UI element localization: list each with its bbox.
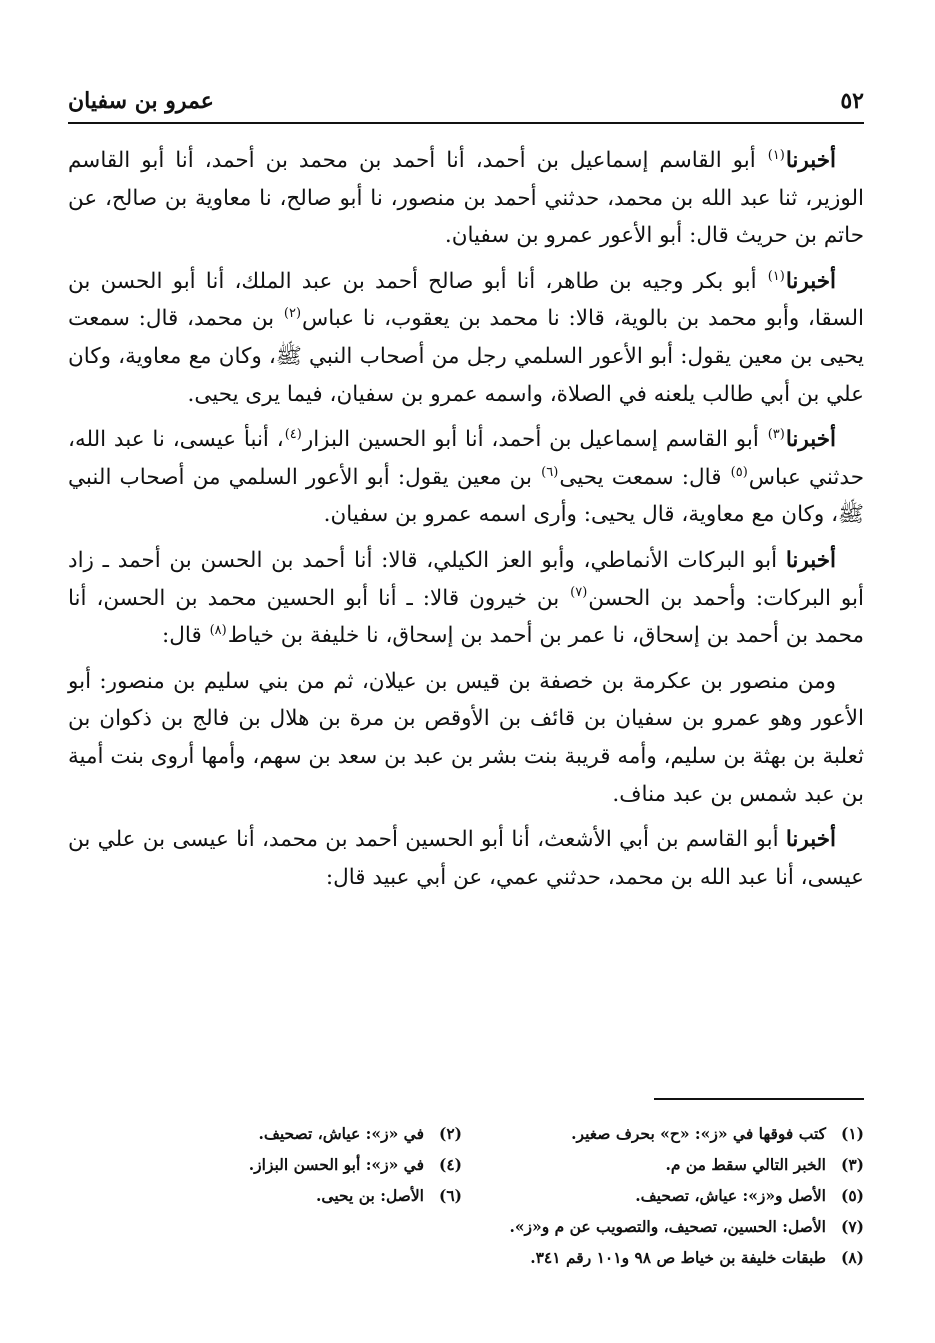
footnote-mark: (٥) — [840, 1186, 864, 1205]
paragraph-3 — [68, 421, 864, 534]
paragraph-text: قال: سمعت يحيى — [559, 464, 730, 490]
footnote-row — [60, 1149, 864, 1180]
footnote-mark: (٣) — [840, 1155, 864, 1174]
paragraph-6 — [68, 821, 864, 896]
akhbarana-keyword: أخبرنا — [785, 547, 836, 573]
footnote-row — [60, 1242, 864, 1273]
footnote-mark: (٢) — [438, 1124, 462, 1143]
footnote-mark: (٧) — [840, 1217, 864, 1236]
footnote-ref: (٢) — [283, 306, 302, 322]
paragraph-text: قال: — [162, 623, 209, 649]
footnote-4 — [60, 1149, 462, 1180]
footnote-ref: (١) — [767, 147, 785, 163]
page-number: ٥٢ — [840, 88, 864, 114]
page-header — [68, 86, 864, 124]
paragraph-text: أبو القاسم إسماعيل بن أحمد، أنا أبو الحسين البزار — [302, 427, 767, 453]
paragraph-1 — [68, 142, 864, 255]
footnote-mark: (١) — [840, 1124, 864, 1143]
akhbarana-keyword: أخبرنا — [785, 268, 836, 294]
footnote-text: في «ز»: أبو الحسن البزاز. — [248, 1155, 424, 1174]
akhbarana-keyword: أخبرنا — [785, 827, 836, 853]
footnote-3 — [462, 1149, 864, 1180]
footnote-text: في «ز»: عياش، تصحيف. — [258, 1124, 424, 1143]
paragraph-text: ومن منصور بن عكرمة بن خصفة بن قيس بن عيلان، ثم من بني سليم بن منصور: أبو الأعور وهو عمرو بن سفيان بن قائف بن الأوقص بن مرة بن هلال بن فالج بن ذكوان بن ثعلبة بن بهثة بن سليم، وأمه قريبة بنت بشر بن عبد بن سعد بن سهم، وأمها أروى بنت أمية بن عبد شمس بن عبد مناف. — [68, 668, 864, 807]
footnote-row — [60, 1118, 864, 1149]
paragraph-text: أبو بكر وجيه بن طاهر، أنا أبو صالح أحمد بن عبد الملك، أنا أبو الحسن بن السقا، وأبو محمد بن بالوية، قالا: نا محمد بن يعقوب، نا عباس — [68, 268, 865, 332]
akhbarana-keyword: أخبرنا — [785, 148, 836, 173]
akhbarana-keyword: أخبرنا — [785, 427, 836, 453]
footnote-ref: (٦) — [541, 464, 559, 480]
footnote-text: الخبر التالي سقط من م. — [665, 1155, 826, 1174]
footnote-text: الأصل: الحسين، تصحيف، والتصويب عن م و«ز». — [509, 1217, 826, 1236]
main-text — [68, 142, 864, 904]
footnote-ref: (٨) — [209, 622, 227, 638]
running-title: عمرو بن سفيان — [68, 88, 214, 114]
footnote-mark: (٦) — [438, 1186, 462, 1205]
footnote-row — [60, 1211, 864, 1242]
footnotes — [60, 1118, 864, 1273]
paragraph-text: أبو القاسم بن أبي الأشعث، أنا أبو الحسين أحمد بن محمد، أنا عيسى بن علي بن عيسى، أنا عبد الله بن محمد، حدثني عمي، عن أبي عبيد قال: — [68, 827, 864, 890]
footnote-mark: (٤) — [438, 1155, 462, 1174]
paragraph-text: بن محمد، قال: سمعت يحيى بن معين يقول: أبو الأعور السلمي رجل من أصحاب النبي ﷺ، وكان مع معاوية، وكان علي بن أبي طالب يلعنه في الصلاة، واسمه عمرو بن سفيان، فيما يرى يحيى. — [68, 306, 864, 407]
paragraph-text: بن خيرون قالا: ـ أنا أبو الحسين محمد بن الحسن، أنا محمد بن أحمد بن إسحاق، نا عمر بن أحمد بن إسحاق، نا خليفة بن خياط — [68, 585, 864, 649]
paragraph-4 — [68, 542, 864, 655]
footnote-ref: (٤) — [284, 427, 302, 442]
footnote-7 — [60, 1211, 864, 1242]
footnote-ref: (٣) — [767, 427, 785, 442]
paragraph-text: بن معين يقول: أبو الأعور السلمي من أصحاب النبي ﷺ، وكان مع معاوية، قال يحيى: وأرى اسمه عمرو بن سفيان. — [68, 464, 864, 528]
footnote-text: طبقات خليفة بن خياط ص ٩٨ و١٠١ رقم ٣٤١. — [530, 1248, 826, 1267]
footnote-ref: (٧) — [570, 585, 588, 601]
paragraph-2 — [68, 263, 864, 413]
footnote-1 — [462, 1118, 864, 1149]
footnote-8 — [60, 1242, 864, 1273]
paragraph-text: ، أنبأ عيسى، نا عبد الله، حدثني عباس — [68, 427, 864, 490]
footnote-text: كتب فوقها في «ز»: «ح» بحرف صغير. — [571, 1124, 826, 1143]
footnote-separator — [654, 1098, 864, 1100]
footnote-ref: (٥) — [730, 464, 748, 480]
footnote-mark: (٨) — [840, 1248, 864, 1267]
footnote-6 — [60, 1180, 462, 1211]
footnote-ref: (١) — [767, 268, 785, 284]
footnote-5 — [462, 1180, 864, 1211]
footnote-text: الأصل: بن يحيى. — [316, 1186, 424, 1205]
paragraph-text: أبو البركات الأنماطي، وأبو العز الكيلي، قالا: أنا أحمد بن الحسن بن أحمد ـ زاد أبو البركات: وأحمد بن الحسن — [68, 547, 864, 611]
footnote-text: الأصل و«ز»: عياش، تصحيف. — [635, 1186, 826, 1205]
paragraph-text: أبو القاسم إسماعيل بن أحمد، أنا أحمد بن محمد بن أحمد، أنا أبو القاسم الوزير، ثنا عبد الله بن محمد، حدثني أحمد بن منصور، نا أبو صالح، نا معاوية بن صالح، عن حاتم بن حريث قال: أبو الأعور عمرو بن سفيان. — [68, 148, 864, 249]
footnote-2 — [60, 1118, 462, 1149]
footnote-row — [60, 1180, 864, 1211]
paragraph-5 — [68, 663, 864, 813]
